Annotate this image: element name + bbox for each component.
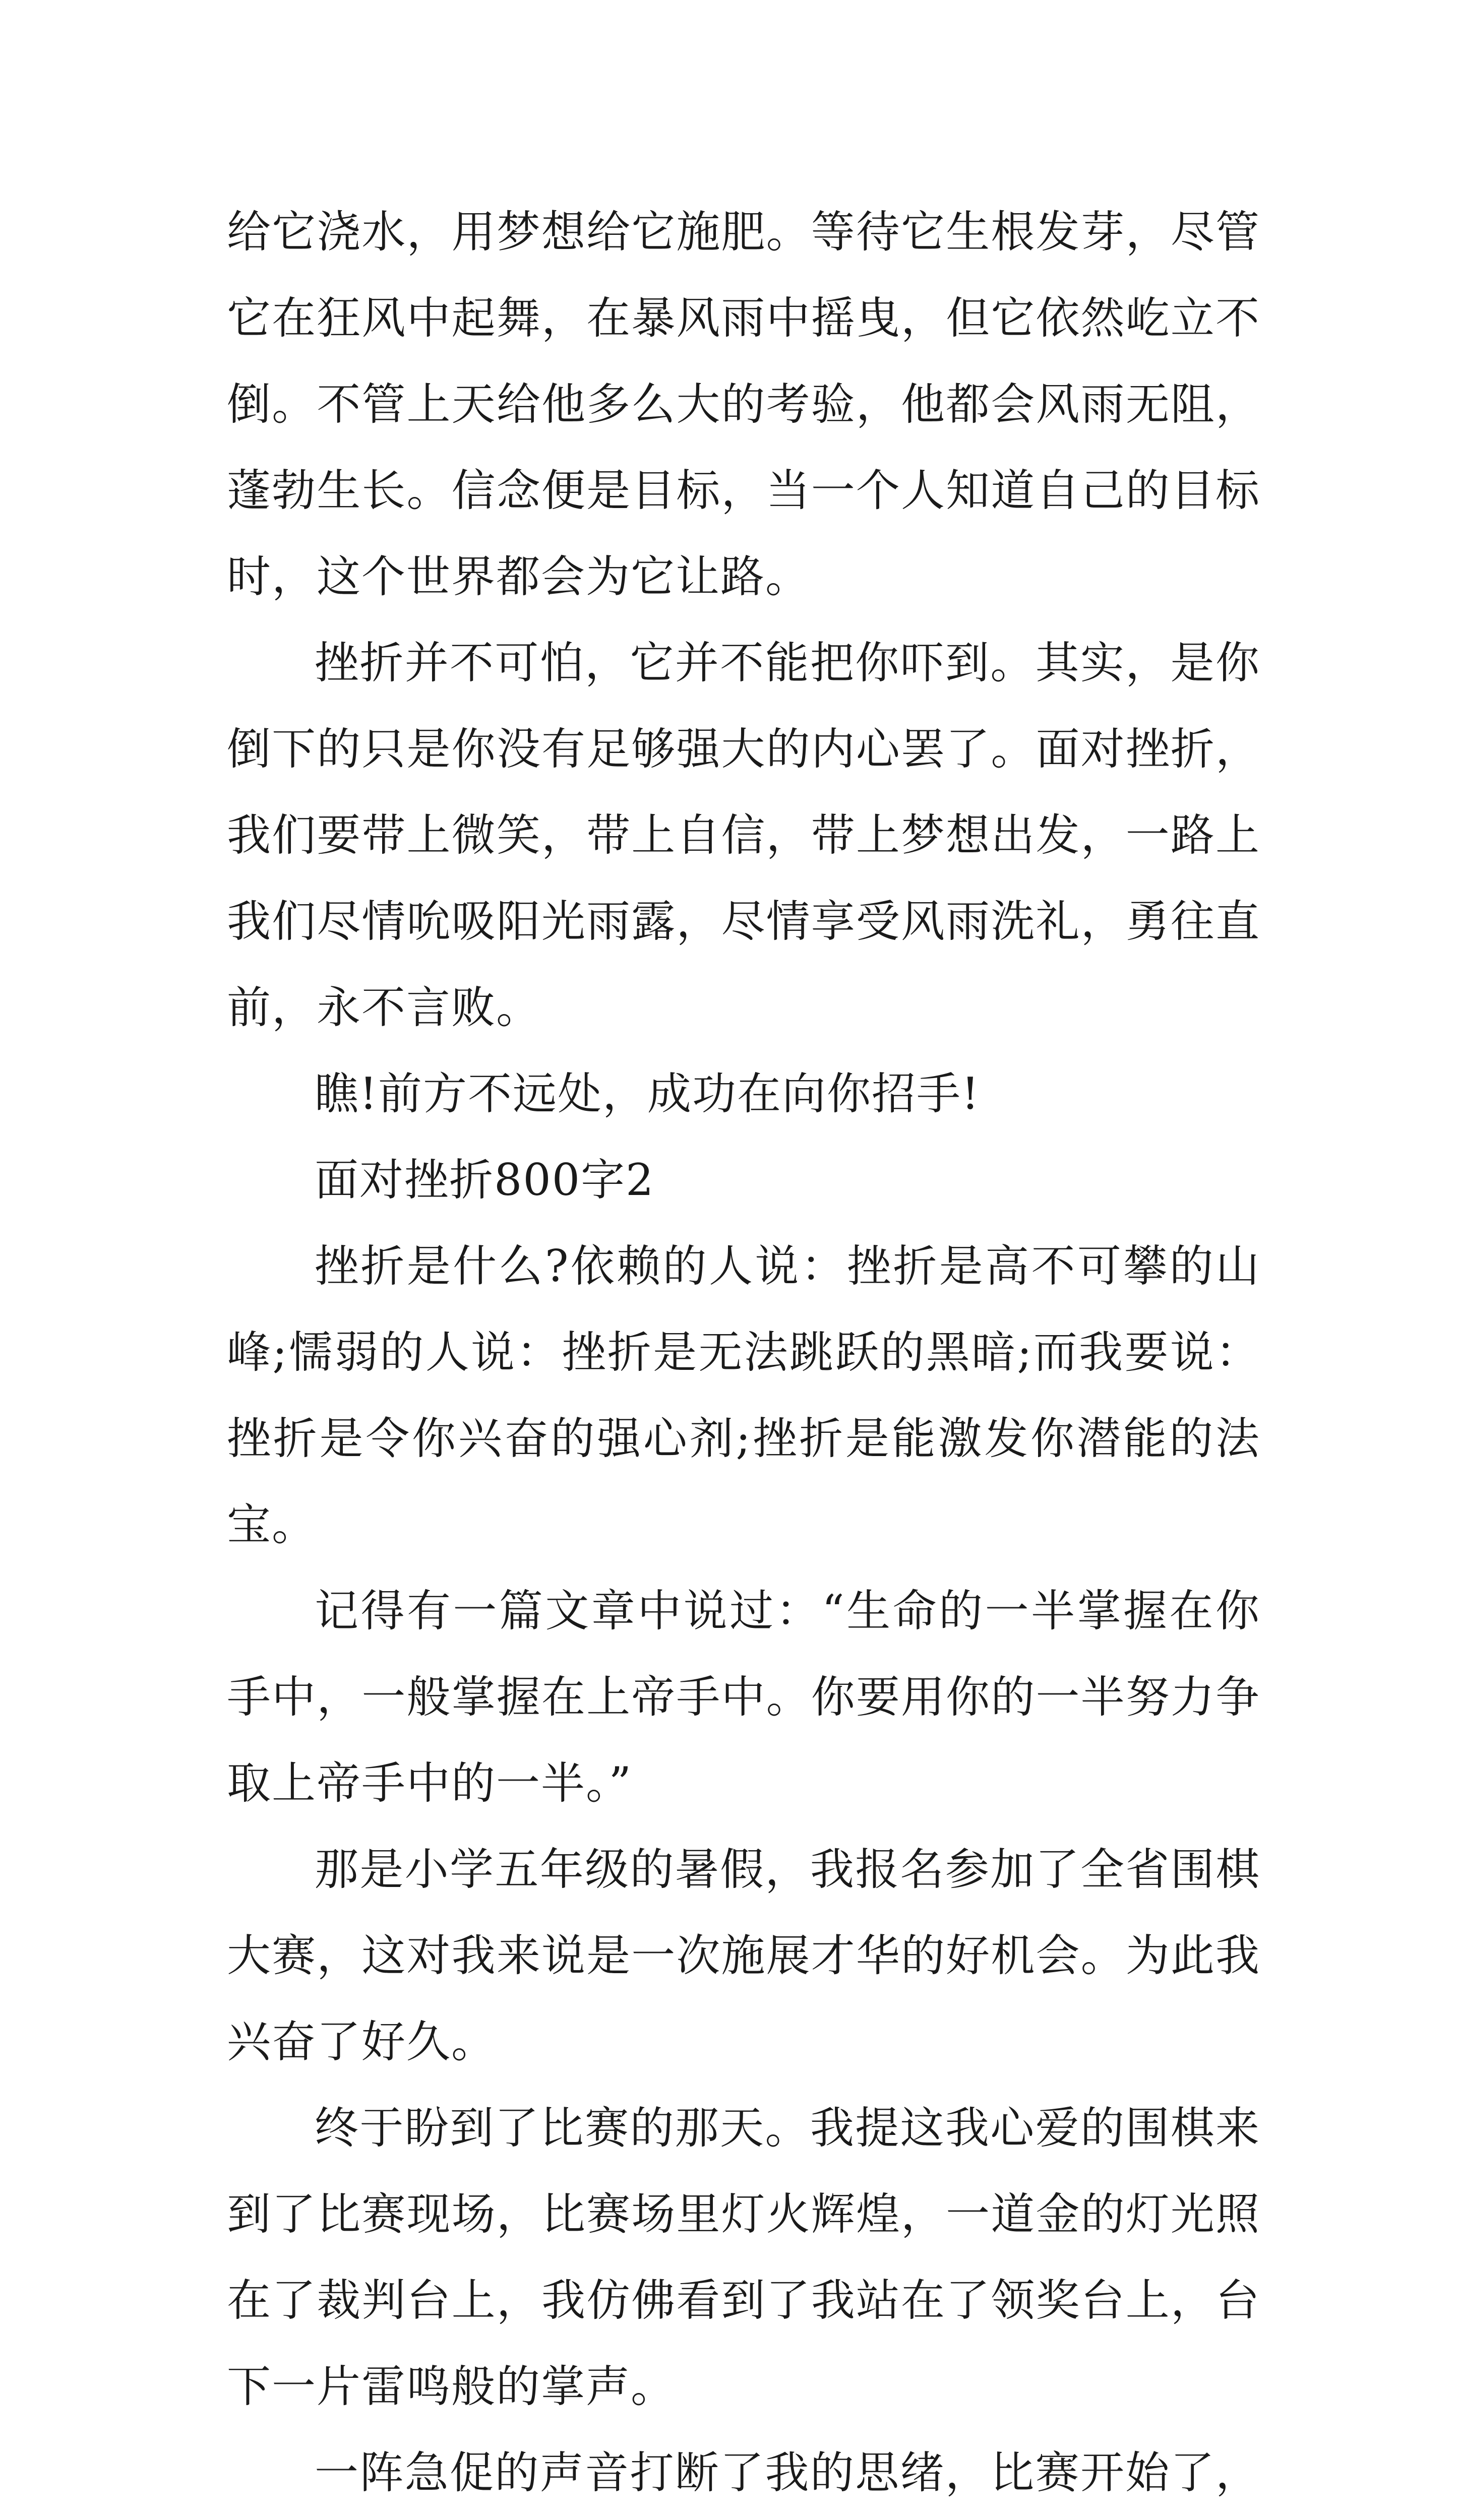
paragraph: 挫折是什么?依赖的人说：挫折是高不可攀的山峰;懦弱的人说：挫折是无法跳跃的黑暗;而我要说：挫折是令你兴奋的强心剂;挫折是能激发你潜能的法宝。 (227, 1240, 1260, 1550)
document-body (227, 189, 1260, 2520)
paragraph: 瞧!前方不远处，成功在向你招手! (315, 1068, 980, 1119)
paragraph-continuation: 给它浇水，用梦想给它施肥。等待它生根发芽，尽管它在狂风中起舞，在暴风雨中摇曳，但它依然屹立不倒。不管上天给他多么大的考验，他都会风雨无阻，蓬勃生长。信念便是目标，当一个人知道自己的目标时，这个世界都会为它让路。 (227, 206, 1260, 602)
paragraph: 那是小学五年级的暑假，我报名参加了全省围棋大赛，这对我来说是一次施展才华的好机会。为此我兴奋了好久。 (227, 1844, 1260, 2067)
paragraph: 记得有一篇文章中说过：“生命的一半掌握在你手中，一般掌握在上帝手中。你要用你的一半努力争取上帝手中的一半。” (227, 1585, 1260, 1809)
paragraph: 一阵急促的声音打断了我的思绪，比赛开始了， (315, 2447, 1260, 2498)
section-heading: 面对挫折800字2 (315, 1154, 655, 1206)
paragraph: 挫折并不可怕，它并不能把你吓到。其实，是你倒下的只是你没有足够强大的内心罢了。面对挫折，我们要带上微笑，带上自信，带上梦想出发，一路上我们尽情吮吸阳光雨露，尽情享受风雨洗礼，勇往直前，永不言败。 (227, 637, 1260, 1033)
paragraph: 终于盼到了比赛的那天。我提这我心爱的围棋来到了比赛现场，比赛场里灯火辉煌，一道金的灯光照在了裁判台上，我仿佛看到了我站在了领奖台上，台下一片雷鸣般的掌声。 (227, 2102, 1260, 2412)
